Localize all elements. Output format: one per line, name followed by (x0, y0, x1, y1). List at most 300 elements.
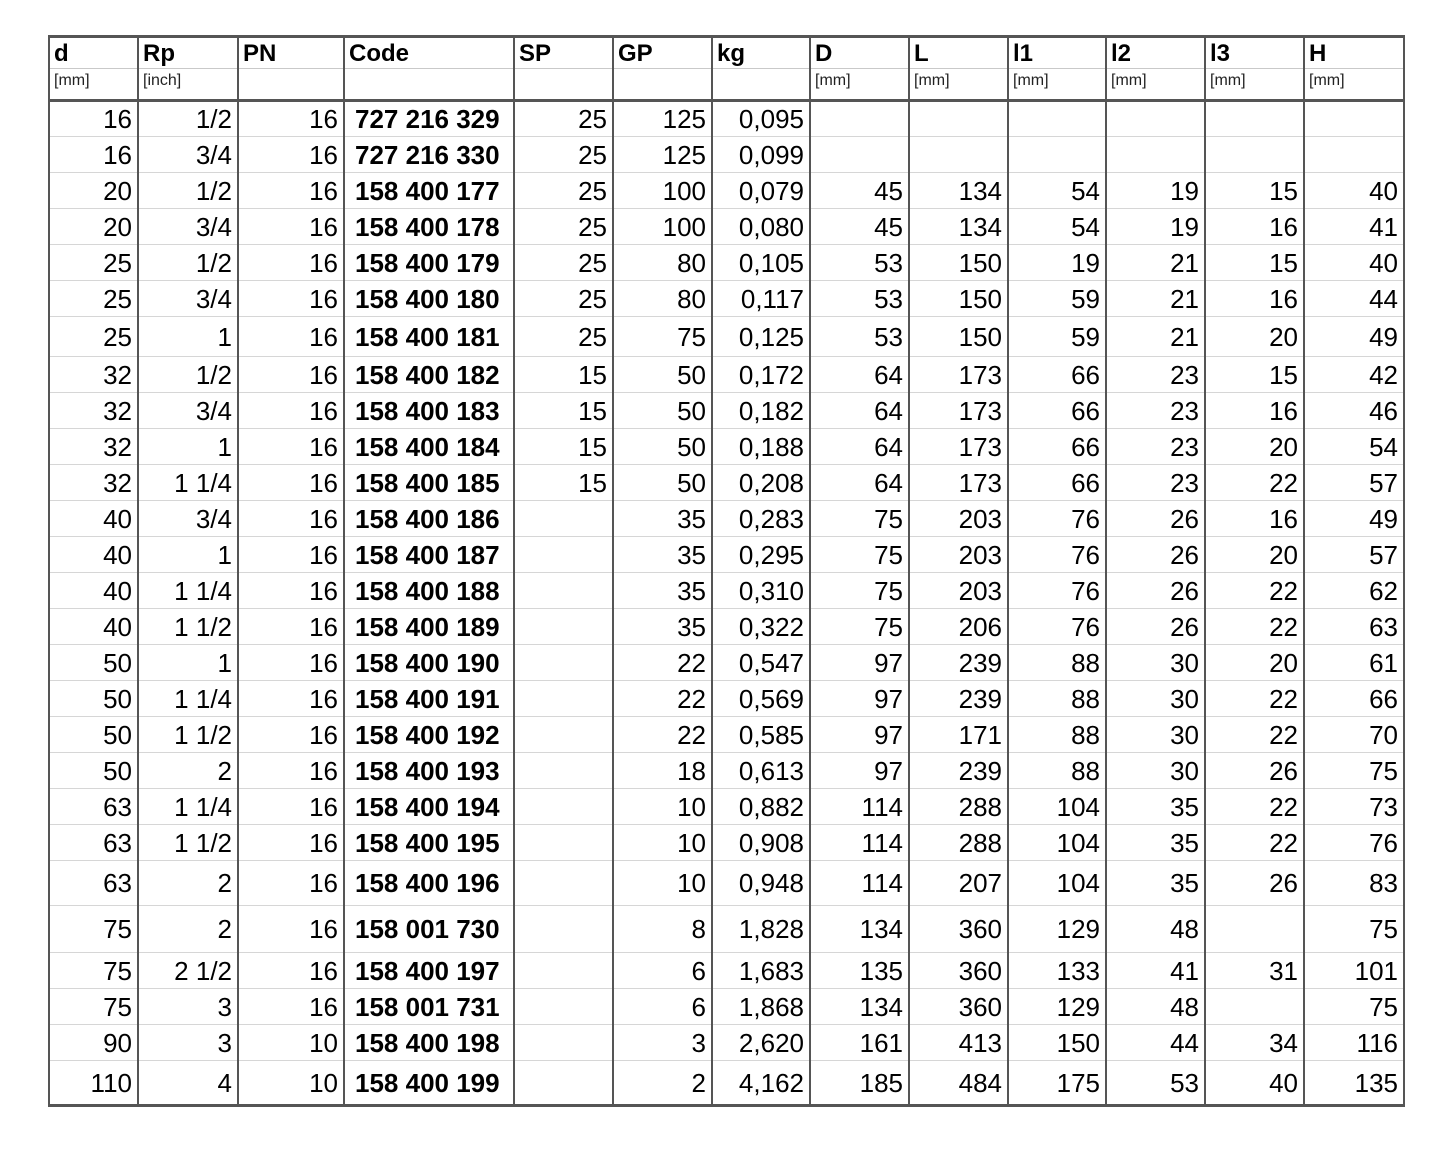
column-header (344, 37, 514, 101)
column-header-unit: [mm] (54, 72, 90, 89)
table-cell: 25 (514, 245, 613, 281)
table-cell: 19 (1008, 245, 1106, 281)
table-row (49, 357, 1404, 393)
table-cell: 75 (810, 537, 909, 573)
table-cell: 35 (613, 573, 712, 609)
table-cell: 32 (49, 465, 138, 501)
table-cell: 75 (613, 317, 712, 357)
table-cell: 16 (238, 281, 344, 317)
table-cell: 75 (49, 906, 138, 953)
table-cell: 53 (810, 317, 909, 357)
table-cell: 25 (49, 281, 138, 317)
table-cell (514, 825, 613, 861)
table-cell: 16 (238, 953, 344, 989)
table-cell: 20 (1205, 645, 1304, 681)
table-row (49, 789, 1404, 825)
table-cell: 26 (1205, 753, 1304, 789)
table-cell: 150 (909, 281, 1008, 317)
table-row (49, 537, 1404, 573)
product-code-cell: 158 400 186 (344, 501, 514, 537)
table-cell: 150 (909, 245, 1008, 281)
table-cell: 10 (613, 861, 712, 906)
table-row (49, 753, 1404, 789)
table-cell: 26 (1106, 573, 1205, 609)
column-header-label: l2 (1107, 40, 1204, 69)
table-cell: 175 (1008, 1061, 1106, 1106)
table-cell: 25 (514, 137, 613, 173)
table-cell: 1 1/4 (138, 681, 238, 717)
product-code-cell: 158 400 182 (344, 357, 514, 393)
table-cell: 0,172 (712, 357, 810, 393)
table-cell: 30 (1106, 753, 1205, 789)
table-cell: 135 (810, 953, 909, 989)
column-header (1205, 37, 1304, 101)
table-cell: 26 (1106, 609, 1205, 645)
table-cell: 2 (138, 861, 238, 906)
table-cell: 88 (1008, 717, 1106, 753)
table-cell: 64 (810, 393, 909, 429)
table-cell (1205, 101, 1304, 137)
table-cell: 0,585 (712, 717, 810, 753)
table-cell: 16 (238, 989, 344, 1025)
product-code-cell: 158 400 188 (344, 573, 514, 609)
table-cell: 413 (909, 1025, 1008, 1061)
table-cell: 20 (49, 173, 138, 209)
table-cell: 16 (238, 429, 344, 465)
product-code-cell: 158 400 190 (344, 645, 514, 681)
table-cell: 16 (49, 101, 138, 137)
table-cell (514, 681, 613, 717)
product-code-cell: 158 400 185 (344, 465, 514, 501)
table-cell: 88 (1008, 753, 1106, 789)
table-cell: 75 (810, 501, 909, 537)
table-row (49, 953, 1404, 989)
table-cell: 125 (613, 137, 712, 173)
table-cell: 21 (1106, 245, 1205, 281)
table-cell: 6 (613, 953, 712, 989)
table-cell (1205, 906, 1304, 953)
table-cell: 88 (1008, 645, 1106, 681)
table-cell: 0,080 (712, 209, 810, 245)
table-cell: 23 (1106, 357, 1205, 393)
table-cell: 116 (1304, 1025, 1404, 1061)
table-cell: 53 (810, 281, 909, 317)
table-cell: 97 (810, 681, 909, 717)
table-cell: 173 (909, 393, 1008, 429)
table-cell: 41 (1304, 209, 1404, 245)
product-code-cell: 158 001 731 (344, 989, 514, 1025)
table-cell: 360 (909, 953, 1008, 989)
table-cell: 16 (238, 861, 344, 906)
table-cell: 76 (1008, 501, 1106, 537)
table-cell: 53 (1106, 1061, 1205, 1106)
table-cell: 0,099 (712, 137, 810, 173)
column-header-label: Rp (139, 40, 237, 69)
table-cell: 16 (238, 573, 344, 609)
table-cell: 66 (1008, 429, 1106, 465)
table-cell: 25 (514, 173, 613, 209)
table-cell: 22 (1205, 573, 1304, 609)
table-cell: 54 (1304, 429, 1404, 465)
table-cell: 3/4 (138, 137, 238, 173)
table-cell: 73 (1304, 789, 1404, 825)
table-cell (514, 861, 613, 906)
table-cell: 19 (1106, 209, 1205, 245)
table-cell: 75 (1304, 906, 1404, 953)
table-cell: 35 (613, 609, 712, 645)
column-header (514, 37, 613, 101)
table-cell (514, 906, 613, 953)
product-code-cell: 158 400 183 (344, 393, 514, 429)
table-cell: 288 (909, 825, 1008, 861)
table-cell: 1/2 (138, 357, 238, 393)
column-header-unit: [mm] (1111, 72, 1147, 89)
table-cell: 0,310 (712, 573, 810, 609)
table-cell: 15 (514, 429, 613, 465)
table-cell: 101 (1304, 953, 1404, 989)
table-cell: 15 (514, 393, 613, 429)
table-cell: 360 (909, 906, 1008, 953)
table-cell: 0,182 (712, 393, 810, 429)
table-cell: 16 (1205, 281, 1304, 317)
table-cell: 0,547 (712, 645, 810, 681)
table-cell: 50 (49, 681, 138, 717)
table-cell: 2 (613, 1061, 712, 1106)
table-row (49, 465, 1404, 501)
table-cell: 23 (1106, 393, 1205, 429)
table-cell: 0,908 (712, 825, 810, 861)
table-cell: 171 (909, 717, 1008, 753)
table-cell (909, 137, 1008, 173)
table-cell: 57 (1304, 465, 1404, 501)
table-row (49, 906, 1404, 953)
table-cell: 22 (1205, 789, 1304, 825)
table-cell: 97 (810, 645, 909, 681)
column-header-label: d (50, 40, 137, 69)
table-cell: 16 (1205, 393, 1304, 429)
column-header-unit: [mm] (815, 72, 851, 89)
table-row (49, 101, 1404, 137)
table-cell: 134 (810, 906, 909, 953)
table-cell: 20 (1205, 429, 1304, 465)
table-cell: 25 (514, 209, 613, 245)
table-cell: 25 (49, 317, 138, 357)
column-header (712, 37, 810, 101)
column-header (1106, 37, 1205, 101)
table-cell: 360 (909, 989, 1008, 1025)
table-cell: 62 (1304, 573, 1404, 609)
column-header (49, 37, 138, 101)
table-cell: 16 (238, 789, 344, 825)
table-cell: 104 (1008, 825, 1106, 861)
table-cell: 18 (613, 753, 712, 789)
table-cell: 57 (1304, 537, 1404, 573)
product-code-cell: 158 400 199 (344, 1061, 514, 1106)
table-cell: 1 1/4 (138, 465, 238, 501)
table-cell: 114 (810, 861, 909, 906)
table-cell: 1 1/2 (138, 717, 238, 753)
table-cell: 64 (810, 357, 909, 393)
table-cell: 40 (49, 537, 138, 573)
table-cell: 134 (810, 989, 909, 1025)
table-cell: 134 (909, 173, 1008, 209)
table-cell: 26 (1106, 501, 1205, 537)
table-cell: 15 (1205, 245, 1304, 281)
table-cell: 10 (613, 825, 712, 861)
table-cell: 23 (1106, 465, 1205, 501)
product-code-cell: 158 400 197 (344, 953, 514, 989)
header-row (49, 37, 1404, 101)
product-code-cell: 158 400 184 (344, 429, 514, 465)
product-code-cell: 158 400 195 (344, 825, 514, 861)
product-code-cell: 158 400 191 (344, 681, 514, 717)
table-cell: 10 (613, 789, 712, 825)
table-row (49, 429, 1404, 465)
table-cell: 1/2 (138, 101, 238, 137)
table-cell: 40 (49, 609, 138, 645)
table-cell: 1,868 (712, 989, 810, 1025)
table-cell: 88 (1008, 681, 1106, 717)
product-code-cell: 158 400 180 (344, 281, 514, 317)
table-cell (1304, 101, 1404, 137)
table-cell: 76 (1304, 825, 1404, 861)
table-cell: 0,322 (712, 609, 810, 645)
table-cell: 134 (909, 209, 1008, 245)
table-cell: 97 (810, 753, 909, 789)
table-cell: 64 (810, 465, 909, 501)
table-cell: 53 (810, 245, 909, 281)
table-cell: 66 (1304, 681, 1404, 717)
table-cell: 16 (238, 209, 344, 245)
table-cell: 173 (909, 357, 1008, 393)
table-cell: 3/4 (138, 209, 238, 245)
table-cell: 104 (1008, 861, 1106, 906)
table-row (49, 609, 1404, 645)
table-cell: 22 (1205, 825, 1304, 861)
table-body (49, 101, 1404, 1106)
table-cell: 16 (238, 465, 344, 501)
table-row (49, 137, 1404, 173)
table-row (49, 825, 1404, 861)
table-cell: 15 (1205, 357, 1304, 393)
table-cell: 48 (1106, 906, 1205, 953)
table-cell: 22 (613, 681, 712, 717)
table-cell: 42 (1304, 357, 1404, 393)
column-header-label: l1 (1009, 40, 1105, 69)
table-cell: 16 (1205, 209, 1304, 245)
table-cell (514, 573, 613, 609)
column-header-label: l3 (1206, 40, 1303, 69)
column-header-unit: [mm] (914, 72, 950, 89)
table-cell: 1 1/4 (138, 573, 238, 609)
table-row (49, 173, 1404, 209)
table-cell: 4 (138, 1061, 238, 1106)
product-code-cell: 158 400 192 (344, 717, 514, 753)
table-cell: 63 (49, 789, 138, 825)
table-cell: 16 (238, 537, 344, 573)
table-row (49, 681, 1404, 717)
table-cell: 46 (1304, 393, 1404, 429)
table-cell: 114 (810, 789, 909, 825)
table-cell: 44 (1304, 281, 1404, 317)
table-cell: 4,162 (712, 1061, 810, 1106)
table-cell: 76 (1008, 609, 1106, 645)
table-cell: 0,105 (712, 245, 810, 281)
table-cell: 25 (514, 317, 613, 357)
product-code-cell: 158 400 193 (344, 753, 514, 789)
product-code-cell: 158 400 181 (344, 317, 514, 357)
table-cell: 50 (613, 429, 712, 465)
table-cell: 16 (49, 137, 138, 173)
table-cell: 16 (238, 906, 344, 953)
table-cell: 22 (613, 645, 712, 681)
table-cell: 16 (238, 753, 344, 789)
table-cell: 49 (1304, 501, 1404, 537)
table-cell: 75 (810, 609, 909, 645)
table-cell: 32 (49, 429, 138, 465)
column-header-label: H (1305, 40, 1403, 69)
table-cell: 44 (1106, 1025, 1205, 1061)
table-cell: 161 (810, 1025, 909, 1061)
column-header-label: D (811, 40, 908, 69)
table-cell: 1 1/2 (138, 825, 238, 861)
table-cell: 0,948 (712, 861, 810, 906)
table-cell: 3/4 (138, 393, 238, 429)
table-cell: 288 (909, 789, 1008, 825)
table-cell: 0,283 (712, 501, 810, 537)
table-cell: 25 (514, 281, 613, 317)
table-cell: 97 (810, 717, 909, 753)
table-cell: 0,882 (712, 789, 810, 825)
table-row (49, 281, 1404, 317)
table-cell: 1 (138, 429, 238, 465)
table-cell: 26 (1205, 861, 1304, 906)
table-cell: 203 (909, 573, 1008, 609)
table-cell (514, 789, 613, 825)
table-row (49, 717, 1404, 753)
table-row (49, 317, 1404, 357)
table-cell (514, 609, 613, 645)
table-cell: 114 (810, 825, 909, 861)
table-cell: 34 (1205, 1025, 1304, 1061)
table-cell: 75 (1304, 989, 1404, 1025)
table-cell: 129 (1008, 989, 1106, 1025)
table-cell: 76 (1008, 573, 1106, 609)
table-cell (810, 137, 909, 173)
table-cell: 40 (1205, 1061, 1304, 1106)
table-cell (514, 717, 613, 753)
table-cell (1304, 137, 1404, 173)
table-header (49, 37, 1404, 101)
table-cell: 3 (613, 1025, 712, 1061)
product-code-cell: 158 400 194 (344, 789, 514, 825)
table-row (49, 573, 1404, 609)
table-cell: 50 (49, 717, 138, 753)
table-cell: 30 (1106, 645, 1205, 681)
column-header-unit: [mm] (1013, 72, 1049, 89)
column-header-label: kg (713, 40, 809, 69)
table-cell: 3 (138, 989, 238, 1025)
table-cell: 185 (810, 1061, 909, 1106)
table-row (49, 501, 1404, 537)
table-cell: 59 (1008, 281, 1106, 317)
table-cell (514, 1061, 613, 1106)
table-cell: 63 (49, 825, 138, 861)
table-cell: 239 (909, 645, 1008, 681)
table-cell: 66 (1008, 357, 1106, 393)
product-spec-table (48, 35, 1405, 1107)
product-code-cell: 158 400 198 (344, 1025, 514, 1061)
table-cell: 26 (1106, 537, 1205, 573)
table-cell: 76 (1008, 537, 1106, 573)
table-cell: 66 (1008, 465, 1106, 501)
table-cell: 16 (238, 393, 344, 429)
column-header (810, 37, 909, 101)
table-cell: 100 (613, 173, 712, 209)
table-cell: 50 (613, 465, 712, 501)
table-cell: 25 (49, 245, 138, 281)
table-cell: 75 (49, 989, 138, 1025)
table-cell: 129 (1008, 906, 1106, 953)
table-cell: 15 (514, 465, 613, 501)
table-cell: 54 (1008, 209, 1106, 245)
table-cell: 3/4 (138, 281, 238, 317)
column-header-unit: [mm] (1309, 72, 1345, 89)
table-row (49, 1061, 1404, 1106)
table-cell: 75 (1304, 753, 1404, 789)
table-cell (514, 1025, 613, 1061)
table-cell: 50 (49, 645, 138, 681)
table-cell: 22 (1205, 465, 1304, 501)
table-cell: 63 (1304, 609, 1404, 645)
table-cell: 66 (1008, 393, 1106, 429)
table-cell: 104 (1008, 789, 1106, 825)
table-cell: 1 1/4 (138, 789, 238, 825)
table-cell: 35 (1106, 825, 1205, 861)
table-cell: 16 (238, 717, 344, 753)
table-cell: 206 (909, 609, 1008, 645)
table-cell (810, 101, 909, 137)
table-cell: 16 (238, 173, 344, 209)
table-cell: 0,295 (712, 537, 810, 573)
table-cell: 32 (49, 357, 138, 393)
table-cell: 40 (1304, 173, 1404, 209)
table-cell: 49 (1304, 317, 1404, 357)
table-cell: 173 (909, 465, 1008, 501)
table-cell: 0,188 (712, 429, 810, 465)
table-cell: 59 (1008, 317, 1106, 357)
table-cell: 21 (1106, 281, 1205, 317)
column-header (1008, 37, 1106, 101)
table-cell (1106, 137, 1205, 173)
table-row (49, 989, 1404, 1025)
table-cell: 207 (909, 861, 1008, 906)
table-cell: 1,828 (712, 906, 810, 953)
column-header-unit: [inch] (143, 72, 182, 89)
table-cell: 203 (909, 501, 1008, 537)
table-row (49, 861, 1404, 906)
table-row (49, 245, 1404, 281)
table-cell: 35 (613, 537, 712, 573)
table-cell: 125 (613, 101, 712, 137)
table-cell: 16 (238, 245, 344, 281)
table-cell: 30 (1106, 681, 1205, 717)
column-header-label: SP (515, 40, 612, 69)
table-cell: 35 (1106, 861, 1205, 906)
table-cell: 133 (1008, 953, 1106, 989)
product-code-cell: 158 001 730 (344, 906, 514, 953)
table-row (49, 645, 1404, 681)
